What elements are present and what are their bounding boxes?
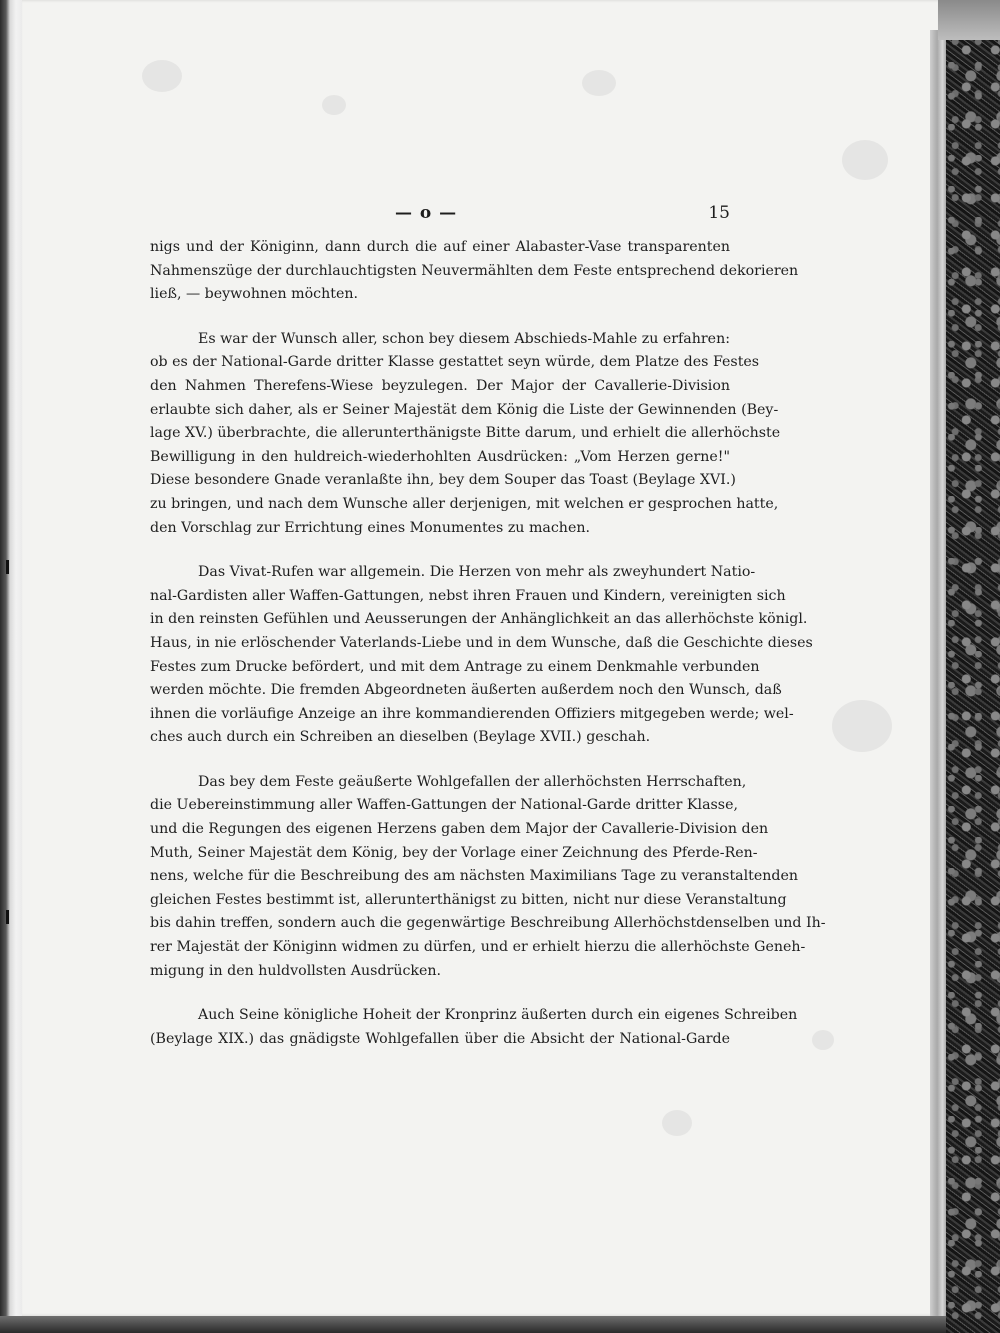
text-line: Das bey dem Feste geäußerte Wohlgefallen der allerhöchsten Herrschaften, — [198, 773, 747, 790]
page-stain — [142, 60, 182, 92]
text-line: werden möchte. Die fremden Abgeordneten äußerten außerdem noch den Wunsch, daß — [150, 682, 782, 699]
gutter-mark — [6, 910, 9, 924]
text-line: zu bringen, und nach dem Wunsche aller derjenigen, mit welchen er gesprochen hatte, — [150, 495, 779, 512]
text-line: Muth, Seiner Majestät dem König, bey der Vorlage einer Zeichnung des Pferde-Ren- — [150, 844, 758, 861]
text-line: in den reinsten Gefühlen und Aeusserungen der Anhänglichkeit an das allerhöchste königl. — [150, 611, 808, 628]
text-line: Das Vivat-Rufen war allgemein. Die Herzen von mehr als zweyhundert Natio- — [198, 564, 756, 581]
paragraph — [150, 236, 799, 307]
text-line: Nahmenszüge der durchlauchtigsten Neuvermählten dem Feste entsprechend dekorieren — [150, 262, 799, 279]
text-line: Haus, in nie erlöschender Vaterlands-Liebe und in dem Wunsche, daß die Geschichte dieses — [150, 634, 813, 651]
text-line: Diese besondere Gnade veranlaßte ihn, bey dem Souper das Toast (Beylage XVI.) — [150, 472, 736, 489]
text-line: ihnen die vorläufige Anzeige an ihre kommandierenden Offiziers mitgegeben werde; wel- — [150, 705, 794, 722]
text-line: nal-Gardisten aller Waffen-Gattungen, nebst ihren Frauen und Kindern, vereinigten sich — [150, 587, 786, 604]
page-stain — [842, 140, 888, 180]
paragraph — [150, 561, 813, 750]
page-bottom-shadow — [0, 1316, 946, 1333]
text-line: die Uebereinstimmung aller Waffen-Gattungen der National-Garde dritter Klasse, — [150, 797, 738, 814]
text-line: nigs und der Königinn, dann durch die auf einer Alabaster-Vase transparenten — [150, 239, 730, 255]
header-ornament: — o — — [395, 203, 458, 223]
text-line: gleichen Festes bestimmt ist, allerunterthänigst zu bitten, nicht nur diese Veranstaltung — [150, 891, 787, 908]
paragraph — [150, 1004, 798, 1051]
text-line: Bewilligung in den huldreich-wiederhohlten Ausdrücken: „Vom Herzen gerne!" — [150, 448, 730, 465]
gutter-mark — [6, 560, 9, 574]
text-line: den Vorschlag zur Errichtung eines Monumentes zu machen. — [150, 519, 590, 536]
text-line: bis dahin treffen, sondern auch die gegenwärtige Beschreibung Allerhöchstdenselben und Ih- — [150, 915, 826, 932]
page-stain — [832, 700, 892, 752]
page-number: 15 — [708, 203, 730, 223]
page-stain — [662, 1110, 692, 1136]
text-line: rer Majestät der Königinn widmen zu dürfen, und er erhielt hierzu die allerhöchste Geneh- — [150, 939, 806, 956]
text-line: migung in den huldvollsten Ausdrücken. — [150, 962, 442, 979]
text-line: ließ, — beywohnen möchten. — [150, 286, 358, 303]
paragraph — [150, 771, 826, 983]
text-line: ches auch durch ein Schreiben an dieselben (Beylage XVII.) geschah. — [150, 729, 651, 746]
text-line: Es war der Wunsch aller, schon bey diesem Abschieds-Mahle zu erfahren: — [198, 330, 730, 347]
text-line: Auch Seine königliche Hoheit der Kronprinz äußerten durch ein eigenes Schreiben — [198, 1007, 798, 1024]
text-line: den Nahmen Therefens-Wiese beyzulegen. Der Major der Cavallerie-Division — [150, 377, 730, 394]
running-header — [140, 200, 740, 230]
page-stain — [812, 1030, 834, 1050]
text-line: lage XV.) überbrachte, die allerunterthänigste Bitte darum, und erhielt die allerhöchste — [150, 425, 781, 442]
page-stain — [322, 95, 346, 115]
marbled-cover-board — [946, 0, 1000, 1333]
text-line: Festes zum Drucke befördert, und mit dem Antrage zu einem Denkmahle verbunden — [150, 658, 760, 675]
text-line: nens, welche für die Beschreibung des am nächsten Maximilians Tage zu veranstaltenden — [150, 868, 799, 885]
text-line: (Beylage XIX.) das gnädigste Wohlgefallen über die Absicht der National-Garde — [150, 1030, 730, 1047]
text-line: ob es der National-Garde dritter Klasse gestattet seyn würde, dem Platze des Festes — [150, 354, 760, 371]
body-text — [150, 236, 826, 1072]
cover-corner — [938, 0, 1000, 40]
text-line: erlaubte sich daher, als er Seiner Majestät dem König die Liste der Gewinnenden (Bey- — [150, 401, 779, 418]
text-line: und die Regungen des eigenen Herzens gaben dem Major der Cavallerie-Division den — [150, 821, 769, 838]
page-stain — [582, 70, 616, 96]
paragraph — [150, 328, 781, 540]
